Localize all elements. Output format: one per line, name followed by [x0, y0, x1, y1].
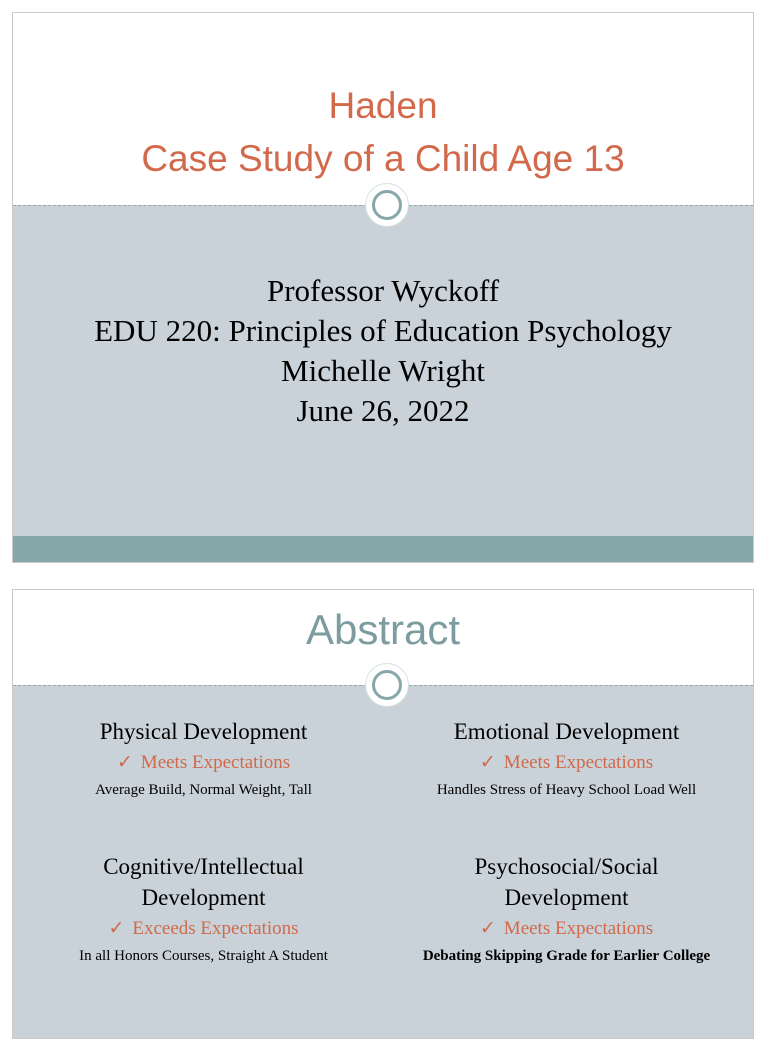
slide-title-area [13, 13, 753, 205]
rating [18, 915, 389, 942]
rating-text: Meets Expectations [503, 752, 654, 773]
abstract-slide [12, 589, 754, 1039]
title-line-name: Haden [328, 85, 438, 126]
divider-circle-icon [366, 664, 408, 706]
slide-title: Abstract [305, 606, 461, 653]
heading-line: Psychosocial/Social [474, 854, 659, 879]
emotional-development-cell [381, 716, 752, 801]
note: Debating Skipping Grade for Earlier College [422, 948, 711, 964]
note: Average Build, Normal Weight, Tall [95, 782, 312, 798]
heading-line: Development [504, 885, 629, 910]
physical-development-cell [18, 716, 389, 801]
course-name: EDU 220: Principles of Education Psychology [94, 313, 672, 348]
heading-line: Development [141, 885, 266, 910]
checkmark-icon: ✓ [116, 752, 133, 773]
subtitle-block [13, 271, 753, 431]
divider-circle-icon [366, 184, 408, 226]
rating-text: Exceeds Expectations [132, 918, 299, 939]
rating [381, 915, 752, 942]
professor-name: Professor Wyckoff [266, 273, 500, 308]
cognitive-development-cell [18, 851, 389, 967]
psychosocial-development-cell [381, 851, 752, 967]
author-name: Michelle Wright [281, 353, 485, 388]
note: Handles Stress of Heavy School Load Well [436, 782, 697, 798]
note: In all Honors Courses, Straight A Student [79, 948, 328, 964]
slide-title [13, 79, 753, 185]
date: June 26, 2022 [296, 393, 470, 428]
title-slide [12, 12, 754, 563]
heading-line: Physical Development [99, 719, 308, 744]
cell-heading [381, 716, 752, 747]
rating-text: Meets Expectations [140, 752, 291, 773]
checkmark-icon: ✓ [479, 918, 496, 939]
rating [381, 749, 752, 776]
heading-line: Emotional Development [453, 719, 680, 744]
heading-line: Cognitive/Intellectual [103, 854, 304, 879]
bottom-band [13, 536, 753, 562]
rating [18, 749, 389, 776]
cell-heading [18, 851, 389, 913]
checkmark-icon: ✓ [108, 918, 125, 939]
cell-heading [381, 851, 752, 913]
checkmark-icon: ✓ [479, 752, 496, 773]
rating-text: Meets Expectations [503, 918, 654, 939]
title-line-case-study: Case Study of a Child Age 13 [141, 138, 625, 179]
cell-heading [18, 716, 389, 747]
